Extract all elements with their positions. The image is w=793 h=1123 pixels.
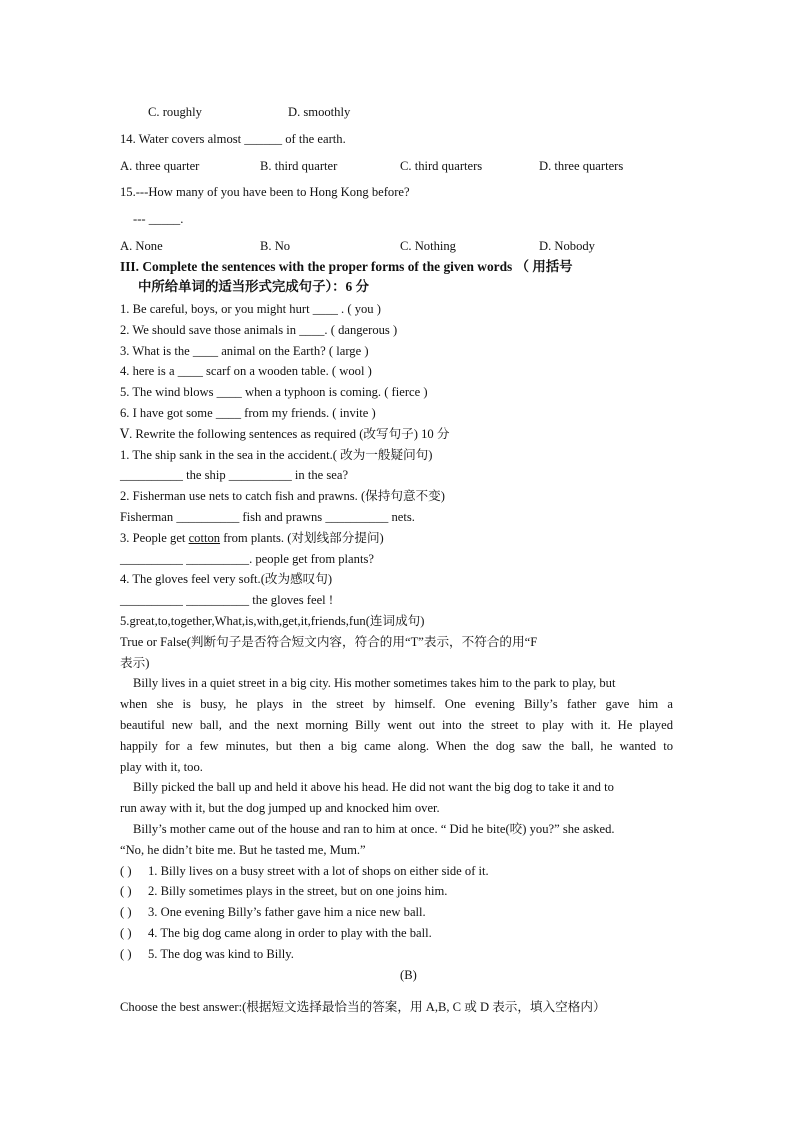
passage-line: play with it, too. <box>120 760 203 774</box>
rewrite-q5: 5.great,to,together,What,is,with,get,it,friends,fun(连词成句) <box>120 614 425 628</box>
section3-item: 1. Be careful, boys, or you might hurt ____ . ( you ) <box>120 302 381 316</box>
q14-option-c: C. third quarters <box>400 159 483 173</box>
passage-line: beautiful new ball, and the next morning Billy went out into the street to play with it. He played <box>120 718 673 732</box>
rewrite-q4: 4. The gloves feel very soft.(改为感叹句) <box>120 572 333 586</box>
q15-option-d: D. Nobody <box>539 239 595 253</box>
section3-heading-line2: 中所给单词的适当形式完成句子）：6 分 <box>138 279 369 294</box>
tf-statement <box>120 946 294 962</box>
rewrite-q3-suffix: from plants. (对划线部分提问) <box>220 531 384 545</box>
section3-item: 6. I have got some ____ from my friends. ( invite ) <box>120 406 376 420</box>
statement-text: 5. The dog was kind to Billy. <box>148 947 294 961</box>
passage-line: run away with it, but the dog jumped up and knocked him over. <box>120 801 440 815</box>
passage-line: when she is busy, he plays in the street by himself. One evening Billy’s father gave him a <box>120 697 673 711</box>
tf-instruction-line1: True or False(判断句子是否符合短文内容，符合的用“T”表示，不符合的用“F <box>120 635 538 649</box>
rewrite-q3-answer: __________ __________. people get from plants? <box>120 552 374 566</box>
tf-statement <box>120 925 432 941</box>
q13-option-d: D. smoothly <box>288 105 351 119</box>
section3-item: 3. What is the ____ animal on the Earth? ( large ) <box>120 344 369 358</box>
section5-heading: Ⅴ. Rewrite the following sentences as required (改写句子) 10 分 <box>120 427 450 441</box>
tf-instruction-line2: 表示) <box>120 656 150 670</box>
statement-text: 2. Billy sometimes plays in the street, but on one joins him. <box>148 884 448 898</box>
rewrite-q1-answer: __________ the ship __________ in the sea? <box>120 468 349 482</box>
rewrite-q4-answer: __________ __________ the gloves feel ! <box>120 593 334 607</box>
rewrite-q3 <box>120 530 384 546</box>
rewrite-q1: 1. The ship sank in the sea in the accident.( 改为一般疑问句) <box>120 448 433 462</box>
q15-option-c: C. Nothing <box>400 239 456 253</box>
passage-line: Billy’s mother came out of the house and ran to him at once. “ Did he bite(咬) you?” she asked. <box>133 822 615 836</box>
section3-item: 2. We should save those animals in ____. ( dangerous ) <box>120 323 398 337</box>
answer-blank[interactable]: ( ) <box>120 864 132 878</box>
section3-heading-line1: III. Complete the sentences with the proper forms of the given words （ 用括号 <box>120 259 573 274</box>
tf-statement <box>120 863 489 879</box>
passage-line: “No, he didn’t bite me. But he tasted me, Mum.” <box>120 843 366 857</box>
rewrite-q3-prefix: 3. People get <box>120 531 189 545</box>
rewrite-q3-underlined-word: cotton <box>188 531 221 545</box>
q14-option-d: D. three quarters <box>539 159 624 173</box>
q13-option-c: C. roughly <box>148 105 202 119</box>
section-b-instruction: Choose the best answer:(根据短文选择最恰当的答案，用 A,B, C 或 D 表示，填入空格内） <box>120 1000 606 1014</box>
section-b-label: (B) <box>400 968 417 982</box>
rewrite-q2-answer: Fisherman __________ fish and prawns __________ nets. <box>120 510 415 524</box>
q14-question: 14. Water covers almost ______ of the earth. <box>120 132 346 146</box>
q15-option-a: A. None <box>120 239 163 253</box>
q14-option-b: B. third quarter <box>260 159 338 173</box>
tf-statement <box>120 883 447 899</box>
passage-line: happily for a few minutes, but then a big came along. When the dog saw the ball, he wanted to <box>120 739 673 753</box>
statement-text: 1. Billy lives on a busy street with a lot of shops on either side of it. <box>148 864 489 878</box>
statement-text: 3. One evening Billy’s father gave him a nice new ball. <box>148 905 426 919</box>
rewrite-q2: 2. Fisherman use nets to catch fish and prawns. (保持句意不变) <box>120 489 445 503</box>
q15-option-b: B. No <box>260 239 291 253</box>
section3-item: 4. here is a ____ scarf on a wooden table. ( wool ) <box>120 364 372 378</box>
q15-answer-line: --- _____. <box>133 212 184 226</box>
answer-blank[interactable]: ( ) <box>120 884 132 898</box>
q15-question: 15.---How many of you have been to Hong Kong before? <box>120 185 410 199</box>
q14-option-a: A. three quarter <box>120 159 200 173</box>
passage-line: Billy lives in a quiet street in a big city. His mother sometimes takes him to the park to play, but <box>133 676 616 690</box>
answer-blank[interactable]: ( ) <box>120 905 132 919</box>
statement-text: 4. The big dog came along in order to play with the ball. <box>148 926 432 940</box>
passage-line: Billy picked the ball up and held it above his head. He did not want the big dog to take it and to <box>133 780 614 794</box>
section3-item: 5. The wind blows ____ when a typhoon is coming. ( fierce ) <box>120 385 428 399</box>
tf-statement <box>120 904 426 920</box>
answer-blank[interactable]: ( ) <box>120 926 132 940</box>
answer-blank[interactable]: ( ) <box>120 947 132 961</box>
